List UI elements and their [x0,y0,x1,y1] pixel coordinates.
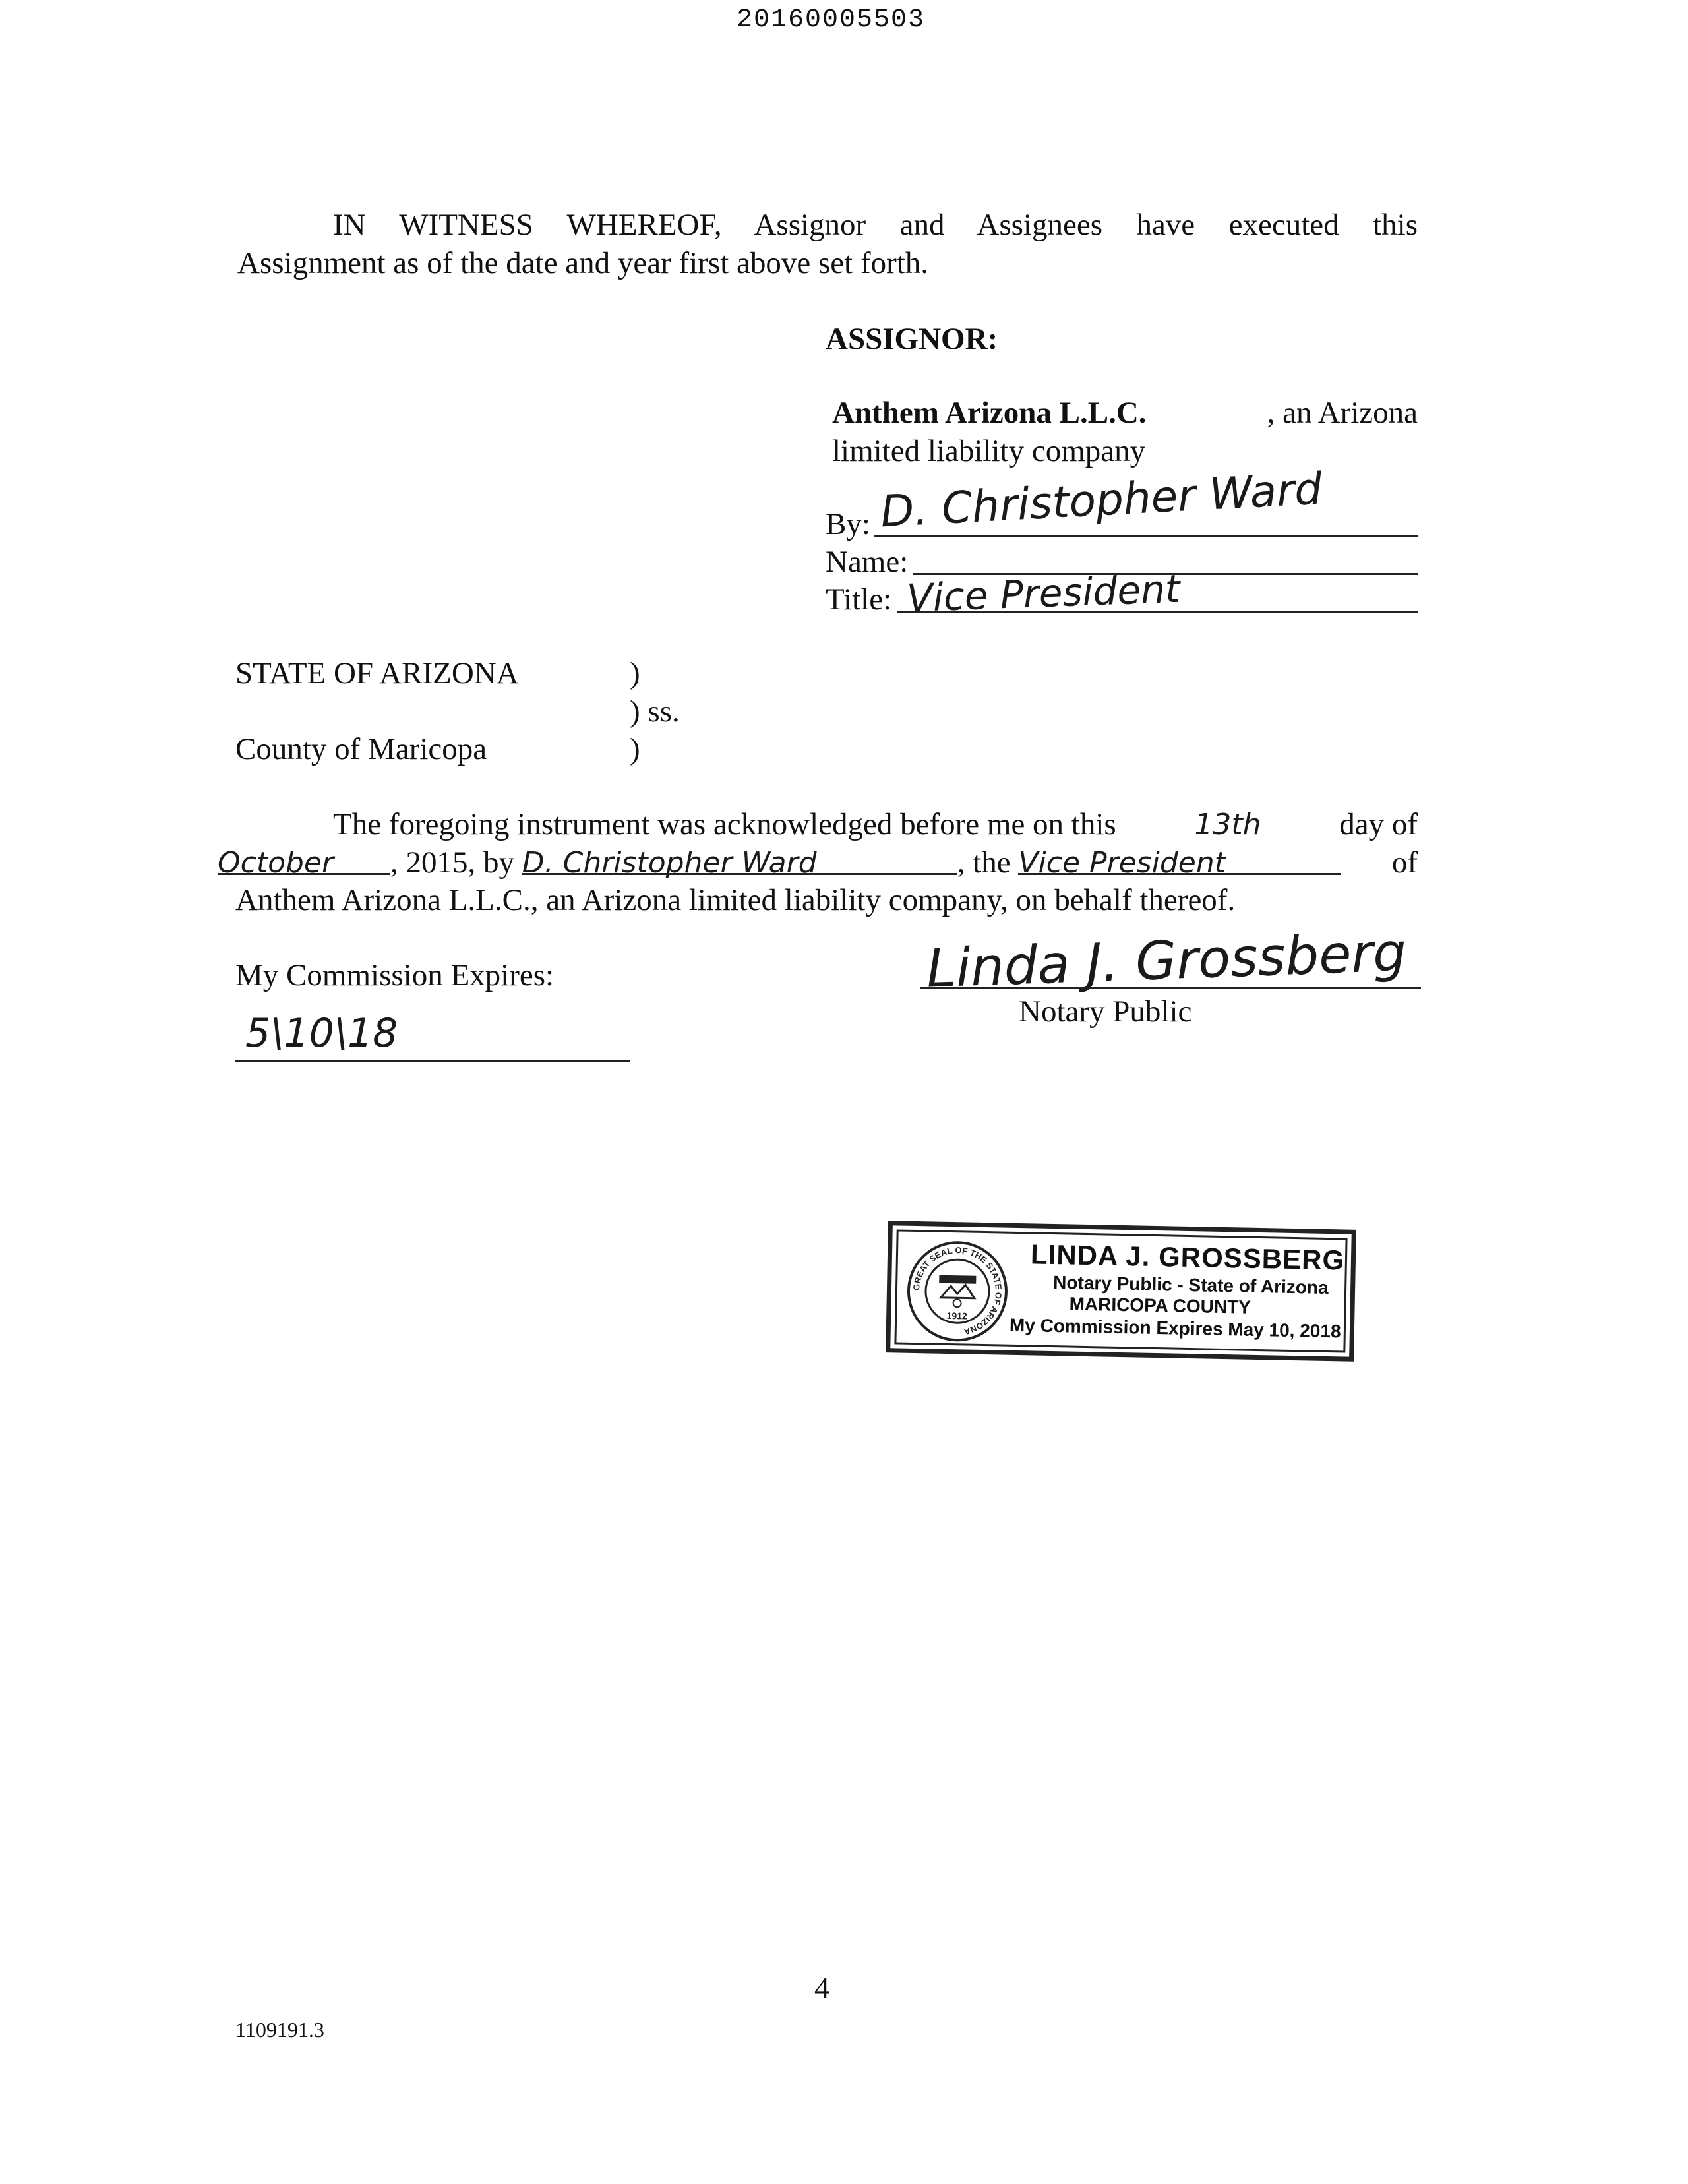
assignor-heading: ASSIGNOR: [826,322,998,356]
svg-text:GREAT SEAL OF THE STATE OF ARI: GREAT SEAL OF THE STATE OF ARIZONA [911,1245,1004,1337]
stamp-line-3: MARICOPA COUNTY [1069,1293,1251,1318]
ack-text-2: day of [1339,807,1418,841]
page-number: 4 [814,1971,829,2005]
venue-county: County of Maricopa [235,732,487,766]
commission-date: 5\10\18 [245,1010,398,1056]
venue-paren-3: ) [630,732,640,766]
venue-paren-1: ) [630,656,640,690]
by-label: By: [826,507,870,541]
assignor-company-line-2: limited liability company [832,434,1146,468]
stamp-line-2: Notary Public - State of Arizona [1052,1272,1329,1298]
ack-text-1: The foregoing instrument was acknowledged before me on this [333,807,1116,841]
notary-stamp [886,1221,1356,1362]
ack-text-3: , 2015, by [390,845,514,880]
ack-day: 13th [1194,808,1261,841]
by-signature-line [874,535,1418,537]
witness-line-2: Assignment as of the date and year first above set forth. [237,246,929,280]
name-label: Name: [826,545,909,579]
document-id: 1109191.3 [235,2018,324,2042]
recording-number: 20160005503 [737,5,926,35]
assignor-company-rest: , an Arizona [1267,396,1418,430]
stamp-name: LINDA J. GROSSBERG [1030,1238,1345,1276]
ack-month: October [218,844,390,875]
ack-line-3: Anthem Arizona L.L.C., an Arizona limited liability company, on behalf thereof. [235,883,1236,917]
ack-text-5: of [1391,845,1418,880]
ack-line-2 [218,843,1418,882]
stamp-line-4: My Commission Expires May 10, 2018 [1009,1314,1341,1342]
assignor-company-line-1 [832,394,1418,432]
notary-signature-line [920,987,1421,989]
venue-paren-2: ) ss. [630,694,680,729]
assignor-company-name: Anthem Arizona L.L.C. [832,396,1147,430]
ack-person: D. Christopher Ward [522,844,957,875]
title-handwritten: Vice President [905,566,1181,621]
arizona-seal-icon [903,1238,1011,1345]
commission-label: My Commission Expires: [235,958,555,992]
by-signature: D. Christopher Ward [879,463,1323,537]
notary-label: Notary Public [1019,994,1192,1029]
notary-signature: Linda J. Grossberg [925,921,1408,1000]
title-label: Title: [826,582,892,617]
witness-line-1: IN WITNESS WHEREOF, Assignor and Assignees have executed this [333,208,1418,242]
venue-state: STATE OF ARIZONA [235,656,519,690]
svg-text:1912: 1912 [946,1310,967,1321]
ack-text-4: , the [957,845,1011,880]
ack-line-1 [333,805,1418,844]
ack-title: Vice President [1018,844,1341,875]
commission-date-line [235,1060,630,1062]
